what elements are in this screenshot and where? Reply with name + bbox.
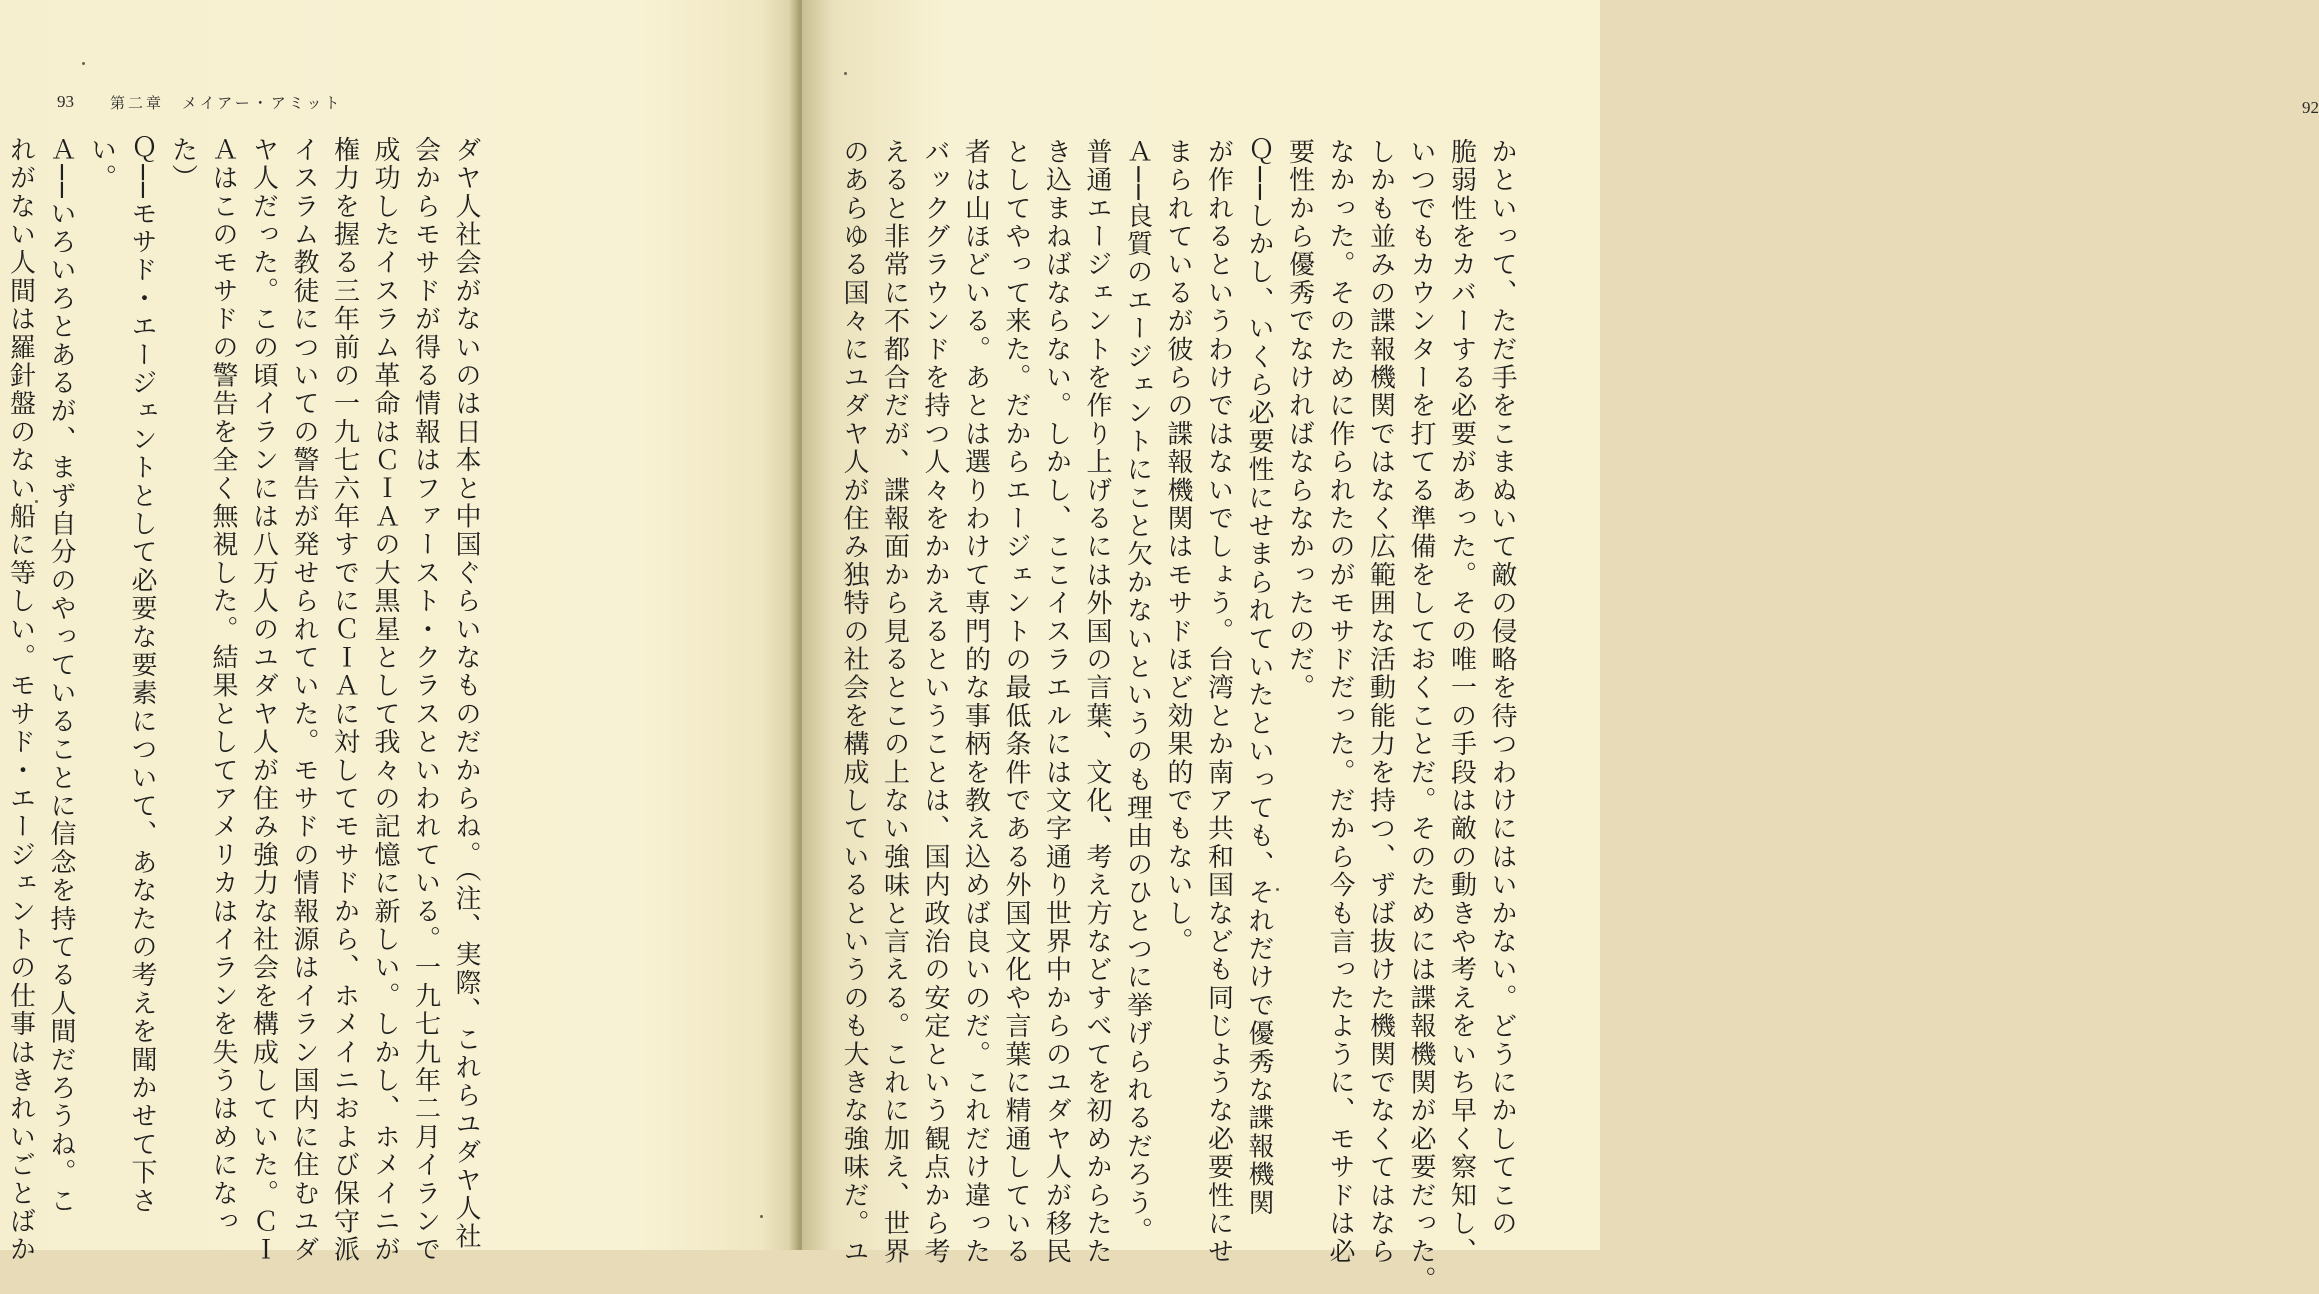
text-line: なかった。そのために作られたのがモサドだった。だから今も言ったように、モサドは必 — [1325, 138, 1355, 1266]
text-line: き込まねばならない。しかし、ここイスラエルには文字通り世界中からのユダヤ人が移民 — [1041, 138, 1072, 1266]
text-line: ヤ人だった。この頃イランには八万人のユダヤ人が住み強力な社会を構成していた。ＣＩ — [248, 136, 279, 1264]
paper-speck — [844, 72, 847, 75]
page-number-left: 93 — [57, 92, 74, 111]
answer-line: Ａ──いろいろとあるが、まず自分のやっていることに信念を持てる人間だろうね。こ — [46, 136, 76, 1216]
text-line: としてやって来た。だからエージェントの最低条件である外国文化や言葉に精通している — [1001, 138, 1031, 1266]
left-page — [0, 0, 794, 1264]
paper-speck — [35, 500, 38, 503]
paper-speck — [760, 1215, 763, 1218]
text-line: 権力を握る三年前の一九七六年すでにＣＩＡに対してモサドから、ホメイニおよび保守派 — [329, 136, 360, 1264]
text-line: Ａはこのモサドの警告を全く無視した。結果としてアメリカはイランを失うはめになっ — [208, 136, 238, 1236]
running-head: 第二章 メイアー・アミット — [110, 94, 343, 112]
text-line: イスラム教徒についての警告が発せられていた。モサドの情報源はイラン国内に住むユダ — [289, 136, 319, 1264]
text-line: 脆弱性をカバーする必要があった。その唯一の手段は敵の動きや考えをいち早く察知し、 — [1446, 138, 1477, 1266]
paper-speck — [82, 62, 85, 65]
right-page-body — [822, 138, 1522, 1294]
text-line: た） — [167, 136, 198, 193]
answer-line: Ａ──良質のエージェントにこと欠かないというのも理由のひとつに挙げられるだろう。 — [1122, 138, 1153, 1246]
text-line: えると非常に不都合だが、諜報面から見るとこの上ない強味と言える。これに加え、世界 — [879, 138, 910, 1266]
text-line: ダヤ人社会がないのは日本と中国ぐらいなものだからね。（注、実際、これらユダヤ人社 — [451, 136, 481, 1251]
text-line: 要性から優秀でなければならなかったのだ。 — [1284, 138, 1315, 702]
text-line: 成功したイスラム革命はＣＩＡの大黒星として我々の記憶に新しい。しかし、ホメイニが — [370, 136, 400, 1264]
text-line: い。 — [86, 136, 117, 193]
text-line: しかも並みの諜報機関ではなく広範囲な活動能力を持つ、ずば抜けた機関でなくてはなら — [1365, 138, 1396, 1266]
text-line: いつでもカウンターを打てる準備をしておくことだ。そのためには諜報機関が必要だった。 — [1406, 138, 1436, 1294]
text-line: まられているが彼らの諜報機関はモサドほど効果的でもないし。 — [1163, 138, 1193, 956]
question-line: Ｑ──モサド・エージェントとして必要な要素について、あなたの考えを聞かせて下さ — [127, 136, 157, 1216]
page-number-right: 92 — [2302, 98, 2319, 117]
text-line: のあらゆる国々にユダヤ人が住み独特の社会を構成しているというのも大きな強味だ。ユ — [839, 138, 869, 1266]
question-line: Ｑ──しかし、いくら必要性にせまられていたといっても、それだけで優秀な諜報機関 — [1244, 138, 1274, 1218]
text-line: 会からモサドが得る情報はファースト・クラスといわれている。一九七九年二月イランで — [410, 136, 441, 1264]
text-line: 普通エージェントを作り上げるには外国の言葉、文化、考え方などすべてを初めからたた — [1082, 138, 1112, 1266]
text-line: バックグラウンドを持つ人々をかかえるということは、国内政治の安定という観点から考 — [920, 138, 950, 1266]
paper-speck — [1276, 888, 1279, 891]
text-line: れがない人間は羅針盤のない船に等しい。モサド・エージェントの仕事はきれいごとばか — [5, 136, 36, 1264]
text-line: かといって、ただ手をこまぬいて敵の侵略を待つわけにはいかない。どうにかしてこの — [1487, 138, 1517, 1238]
text-line: が作れるというわけではないでしょう。台湾とか南ア共和国なども同じような必要性にせ — [1203, 138, 1234, 1266]
text-line: 者は山ほどいる。あとは選りわけて専門的な事柄を教え込めば良いのだ。これだけ違った — [960, 138, 991, 1266]
left-page-body — [5, 136, 486, 1264]
